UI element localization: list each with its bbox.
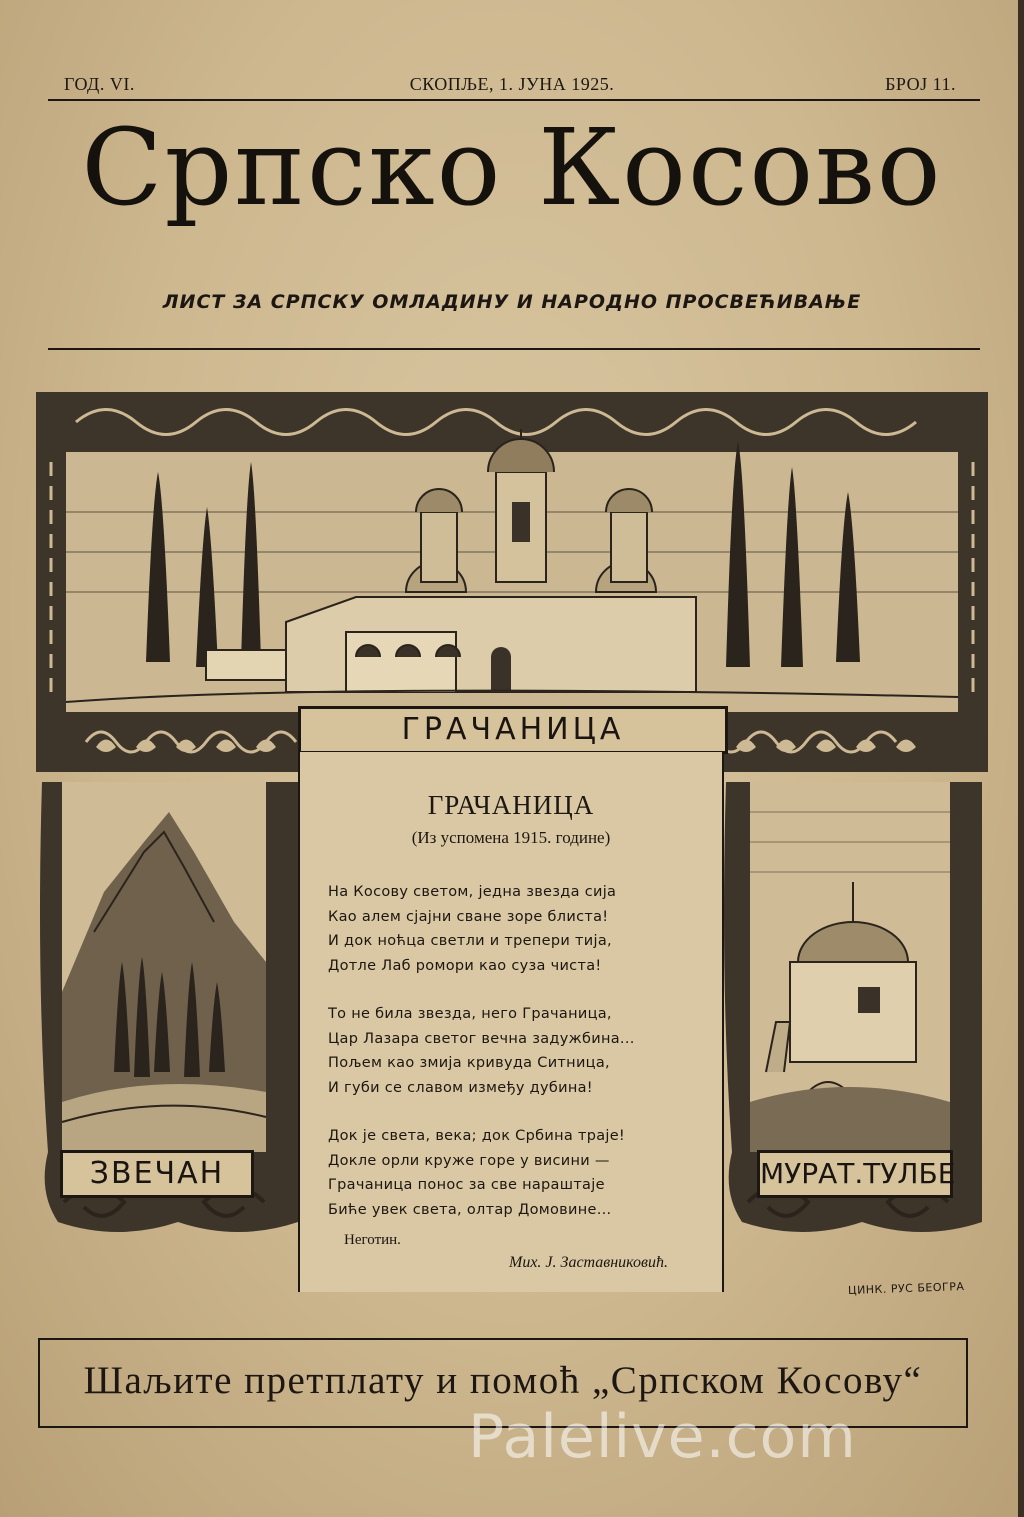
poem-line: Док је света, века; док Србина траје! — [328, 1128, 626, 1144]
gracanica-caption: ГРАЧАНИЦА — [298, 706, 728, 754]
poem-stanza-1 — [328, 880, 708, 978]
murat-turbe-caption: МУРАТ.ТУЛБЕ — [757, 1150, 953, 1198]
poem-line: Дотле Лаб ромори као суза чиста! — [328, 957, 602, 974]
poem-line: Грачаница понос за све нараштаје — [328, 1177, 605, 1193]
header-rule — [48, 99, 980, 101]
poem-panel — [298, 752, 724, 1292]
engraver-credit: ЦИНК. РУС БЕОГРА — [847, 1279, 965, 1298]
poem-line: И губи се славом између дубина! — [328, 1079, 593, 1096]
header-issue-number: БРОЈ 11. — [885, 74, 956, 94]
poem-line: Цар Лазара светог вечна задужбина... — [328, 1030, 635, 1047]
poem-title: ГРАЧАНИЦА — [427, 790, 595, 820]
poem-line: Пољем као змија кривуда Ситница, — [328, 1055, 610, 1071]
murat-turbe-illustration — [718, 772, 982, 1292]
header-year: ГОД. VI. — [64, 74, 135, 94]
subscription-banner-text: Шаљите претплату и помоћ „Српском Косову“ — [83, 1359, 923, 1402]
poem-stanza-3 — [328, 1124, 708, 1222]
poem-line: То не била звезда, него Грачаница, — [328, 1006, 612, 1022]
header-place-date: СКОПЉЕ, 1. ЈУНА 1925. — [409, 74, 615, 94]
poem-line: И док ноћца светли и трепери тија, — [328, 933, 612, 949]
poem-stanza-2 — [328, 1002, 708, 1100]
poem-line: Докле орли круже горе у висини — — [328, 1152, 610, 1169]
masthead-subtitle: ЛИСТ ЗА СРПСКУ ОМЛАДИНУ И НАРОДНО ПРОСВЕЋИВАЊЕ — [162, 291, 862, 313]
watermark: Palelive.com — [468, 1402, 857, 1472]
binding-spine — [1018, 0, 1024, 1517]
zvecan-caption: ЗВЕЧАН — [60, 1150, 254, 1198]
poem-place: Неготин. — [344, 1232, 401, 1248]
poem-line: Биће увек света, олтар Домовине... — [328, 1201, 612, 1218]
poem-line: Као алем сјајни сване зоре блиста! — [328, 908, 609, 925]
zvecan-illustration — [34, 772, 298, 1292]
masthead-title: Српско Косово — [81, 106, 943, 229]
poem-subtitle: (Из успомена 1915. године) — [411, 828, 611, 847]
poem-line: На Косову светом, једна звезда сија — [328, 884, 617, 900]
masthead-rule — [48, 348, 980, 350]
poem-author: Мих. Ј. Заставниковић. — [508, 1254, 668, 1271]
